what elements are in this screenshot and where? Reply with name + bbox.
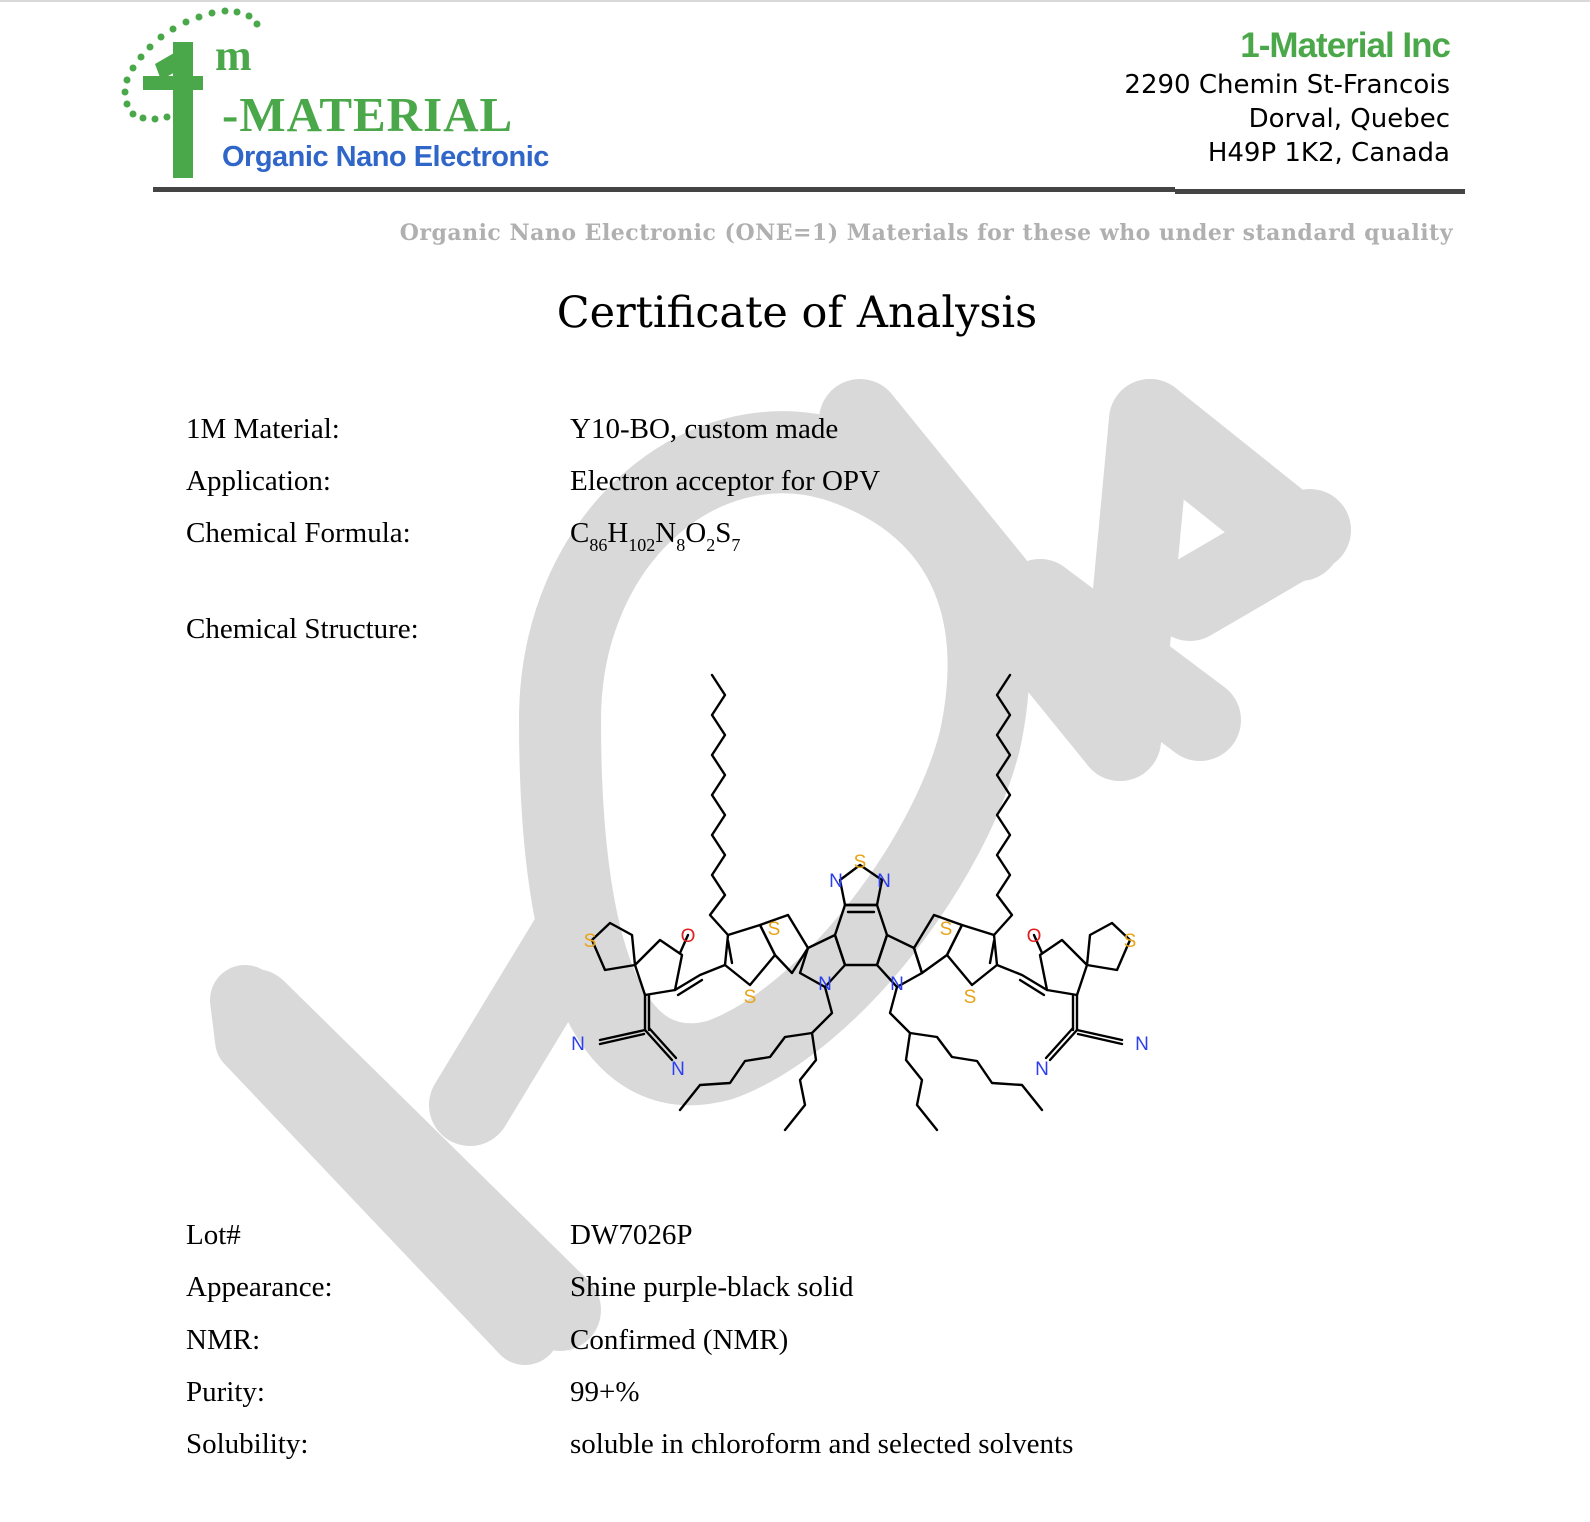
field-label: Appearance: <box>186 1271 333 1303</box>
atom-nitrogen: N <box>671 1059 685 1080</box>
atom-nitrogen: N <box>829 871 843 892</box>
logo-letter-m: m <box>215 31 252 80</box>
atom-sulfur: S <box>767 919 781 940</box>
atom-nitrogen: N <box>1035 1059 1049 1080</box>
atom-nitrogen: N <box>818 974 832 995</box>
field-label: Lot# <box>186 1219 241 1251</box>
field-label: Chemical Structure: <box>186 613 419 645</box>
field-label: Application: <box>186 465 331 497</box>
header-rule-left <box>153 187 1175 192</box>
field-value: Shine purple-black solid <box>570 1271 854 1303</box>
atom-nitrogen: N <box>571 1034 585 1055</box>
atom-sulfur: S <box>963 987 977 1008</box>
chemical-structure <box>560 665 1180 1155</box>
field-material <box>186 411 838 447</box>
field-value: Electron acceptor for OPV <box>570 465 881 497</box>
field-label: NMR: <box>186 1324 261 1356</box>
atom-oxygen: O <box>1026 926 1042 947</box>
field-value: DW7026P <box>570 1219 693 1251</box>
atom-sulfur: S <box>1123 931 1137 952</box>
field-value: Confirmed (NMR) <box>570 1324 789 1356</box>
logo-tagline: Organic Nano Electronic <box>222 141 549 173</box>
document-title <box>0 288 1590 338</box>
atom-sulfur: S <box>939 919 953 940</box>
field-label: Chemical Formula: <box>186 517 411 549</box>
field-value: soluble in chloroform and selected solvents <box>570 1428 1074 1460</box>
field-label: 1M Material: <box>186 413 340 445</box>
field-structure <box>186 611 570 647</box>
document-title-text: Certificate of Analysis <box>556 288 1038 338</box>
company-name: 1-Material Inc <box>1240 26 1450 65</box>
address-line-3: H49P 1K2, Canada <box>1207 138 1450 168</box>
field-application <box>186 463 880 499</box>
field-purity <box>186 1374 640 1410</box>
atom-oxygen: O <box>680 926 696 947</box>
field-value: 99+% <box>570 1376 640 1408</box>
address-line-1: 2290 Chemin St-Francois <box>1124 70 1450 100</box>
atom-sulfur: S <box>743 987 757 1008</box>
logo-digit-one <box>143 42 203 178</box>
field-nmr <box>186 1322 788 1358</box>
header-rule-right <box>1175 189 1465 194</box>
field-appearance <box>186 1269 854 1305</box>
atom-sulfur: S <box>853 852 867 873</box>
formula-value: $C_{86}H_{102}N_8O_2S_7$ <box>570 517 741 555</box>
atom-sulfur: S <box>583 931 597 952</box>
company-logo <box>115 4 555 189</box>
company-info <box>1124 24 1450 170</box>
field-label: Purity: <box>186 1376 265 1408</box>
atom-nitrogen: N <box>877 871 891 892</box>
field-formula <box>186 515 741 555</box>
field-solubility <box>186 1426 1073 1462</box>
address-line-2: Dorval, Quebec <box>1248 104 1450 134</box>
slogan: Organic Nano Electronic (ONE=1) Materials for these who under standard quality <box>399 220 1453 246</box>
atom-nitrogen: N <box>890 974 904 995</box>
field-label: Solubility: <box>186 1428 309 1460</box>
logo-wordmark: -MATERIAL <box>222 87 514 142</box>
atom-nitrogen: N <box>1135 1034 1149 1055</box>
top-border <box>0 0 1590 2</box>
field-lot <box>186 1217 692 1253</box>
field-value: Y10-BO, custom made <box>570 413 839 445</box>
